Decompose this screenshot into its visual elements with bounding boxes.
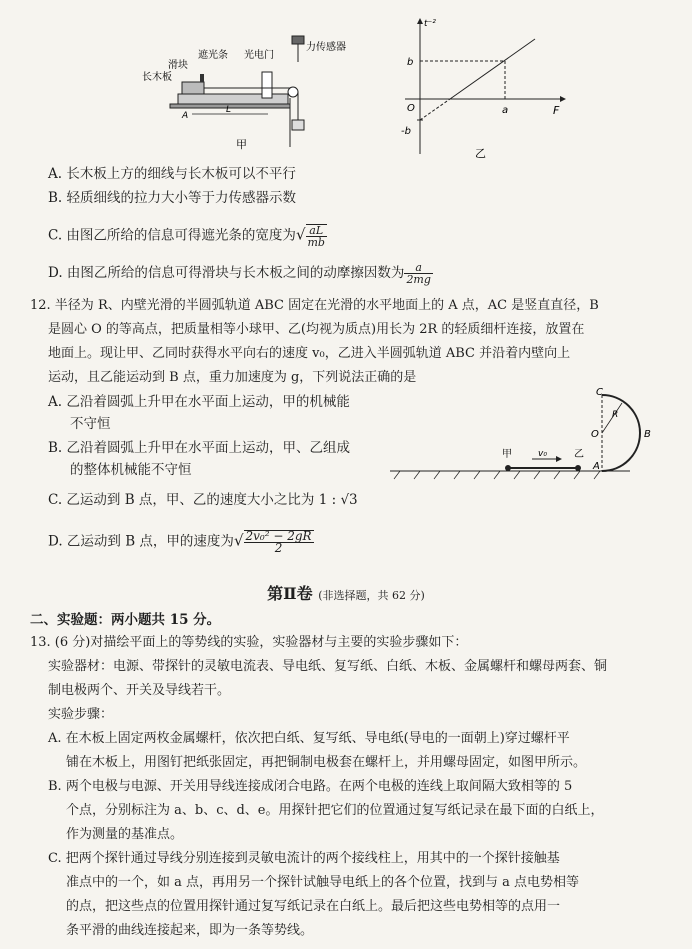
q13-line-13: 条平滑的曲线连接起来，即为一条等势线。 — [66, 923, 314, 938]
q11-d-den: 2mg — [406, 273, 431, 286]
q11-d-num: a — [404, 262, 432, 274]
ball-jia — [505, 465, 511, 471]
q12-option-d-text: D. 乙运动到 B 点，甲的速度为 — [48, 533, 234, 550]
q13-line-12: 的点，把这些点的位置用探针通过复写纸记录在白纸上。最后把这些电势相等的点用一 — [66, 899, 561, 914]
q12-label-R: R — [612, 410, 619, 420]
b-label: b — [407, 57, 414, 68]
q12-option-b-2: 的整体机械能不守恒 — [70, 462, 192, 478]
part2-title: 第Ⅱ卷 — [267, 584, 313, 603]
q13-line-6: 铺在木板上，用图钉把纸张固定，再把铜制电极套在螺杆上，并用螺母固定，如图甲所示。 — [66, 755, 587, 770]
part2-note: (非选择题，共 62 分) — [318, 589, 425, 602]
a-label: a — [502, 105, 509, 116]
q13-line-2: 实验器材：电源、带探针的灵敏电流表、导电纸、复写纸、白纸、木板、金属螺杆和螺母两套、铜 — [48, 659, 608, 674]
q11-option-b: B. 轻质细线的拉力大小等于力传感器示数 — [48, 190, 297, 206]
label-long-board: 长木板 — [142, 72, 172, 83]
fit-line — [450, 39, 535, 99]
q12-label-O: O — [591, 429, 599, 440]
shade-strip — [200, 74, 204, 82]
ball-yi — [575, 465, 581, 471]
q12-option-a-2: 不守恒 — [70, 416, 111, 432]
hanging-weight — [292, 120, 304, 130]
pulley — [288, 87, 298, 97]
q12-option-c: C. 乙运动到 B 点，甲、乙的速度大小之比为 1 : √3 — [48, 492, 358, 508]
origin-label: O — [407, 103, 415, 114]
label-photogate: 光电门 — [244, 50, 274, 61]
q13-line-11: 准点中的一个，如 a 点，再用另一个探针试触导电纸上的各个位置，找到与 a 点电势相等 — [66, 875, 580, 890]
q13-line-4: 实验步骤： — [48, 707, 114, 722]
q12-label-C: C — [596, 387, 603, 398]
q11-c-num: aL — [306, 225, 327, 237]
q12-figure — [390, 385, 670, 485]
label-A: A — [182, 111, 189, 121]
photogate — [262, 72, 272, 98]
label-slider: 滑块 — [168, 60, 188, 71]
label-shade-strip: 遮光条 — [198, 50, 228, 61]
q13-line-3: 制电极两个、开关及导线若干。 — [48, 683, 231, 698]
q12-label-v0: v₀ — [538, 449, 547, 459]
q13-line-8: 个点，分别标注为 a、b、c、d、e。用探针把它们的位置通过复写纸记录在最下面的白纸上， — [66, 803, 604, 818]
q12-option-b-1: B. 乙沿着圆弧上升甲在水平面上运动，甲、乙组成 — [48, 440, 351, 456]
q12-d-num: 2v₀² − 2gR — [245, 529, 312, 543]
part2-heading — [0, 581, 692, 604]
q12-d-den: 2 — [274, 541, 283, 555]
q12-option-a-1: A. 乙沿着圆弧上升甲在水平面上运动，甲的机械能 — [48, 394, 350, 410]
q13-line-7: B. 两个电极与电源、开关用导线连接成闭合电路。在两个电极的连线上取间隔大致相等的 5 — [48, 779, 573, 794]
y-axis-label: t⁻² — [424, 19, 436, 29]
label-force-sensor: 力传感器 — [306, 42, 346, 53]
q12-stem-4: 运动，且乙能运动到 B 点，重力加速度为 g，下列说法正确的是 — [48, 370, 417, 385]
fit-line-extension — [420, 99, 450, 120]
q11-option-c: C. 由图乙所给的信息可得遮光条的宽度为√ $\frac{aL}{mb}$ — [48, 224, 325, 249]
q11-option-d — [48, 262, 433, 285]
caption-jia: 甲 — [236, 138, 247, 151]
q13-line-9: 作为测量的基准点。 — [66, 827, 184, 842]
q12-label-jia: 甲 — [502, 449, 512, 460]
figure-jia — [130, 22, 370, 152]
q12-label-B: B — [644, 429, 651, 440]
q12-label-yi: 乙 — [574, 449, 584, 460]
q13-line-1: 13. (6 分)对描绘平面上的等势线的实验，实验器材与主要的实验步骤如下： — [30, 635, 468, 650]
label-L: L — [226, 105, 232, 115]
q11-option-a: A. 长木板上方的细线与长木板可以不平行 — [48, 166, 296, 182]
q13-line-10: C. 把两个探针通过导线分别连接到灵敏电流计的两个接线柱上，用其中的一个探针接触基 — [48, 851, 560, 866]
section2-heading: 二、实验题：两小题共 15 分。 — [30, 612, 221, 628]
neg-b-label: -b — [401, 126, 411, 137]
q13-line-5: A. 在木板上固定两枚金属螺杆，依次把白纸、复写纸、导电纸(导电的一面朝上)穿过螺杆平 — [48, 731, 570, 746]
q12-label-A: A — [593, 461, 600, 472]
x-axis-label: F — [553, 104, 560, 117]
q12-stem-2: 是圆心 O 的等高点，把质量相等小球甲、乙(均视为质点)用长为 2R 的轻质细杆连接，放置在 — [48, 322, 585, 337]
figure-yi — [395, 14, 575, 164]
slider-block — [182, 82, 204, 94]
q11-option-c-text: C. 由图乙所给的信息可得遮光条的宽度为 — [48, 227, 296, 244]
semicircle-track — [602, 395, 640, 471]
q12-stem-1: 12. 半径为 R、内壁光滑的半圆弧轨道 ABC 固定在光滑的水平地面上的 A 点，AC 是竖直直径，B — [30, 298, 599, 313]
caption-yi: 乙 — [475, 147, 486, 160]
q11-option-d-text: D. 由图乙所给的信息可得滑块与长木板之间的动摩擦因数为 — [48, 265, 405, 281]
q12-option-d: D. 乙运动到 B 点，甲的速度为√ $\frac{\text{2v₀² − 2gR}}{2}$ — [48, 529, 312, 555]
q12-stem-3: 地面上。现让甲、乙同时获得水平向右的速度 v₀，乙进入半圆弧轨道 ABC 并沿着内壁向上 — [48, 346, 571, 361]
q11-c-den: mb — [307, 236, 325, 249]
force-sensor — [292, 36, 304, 44]
